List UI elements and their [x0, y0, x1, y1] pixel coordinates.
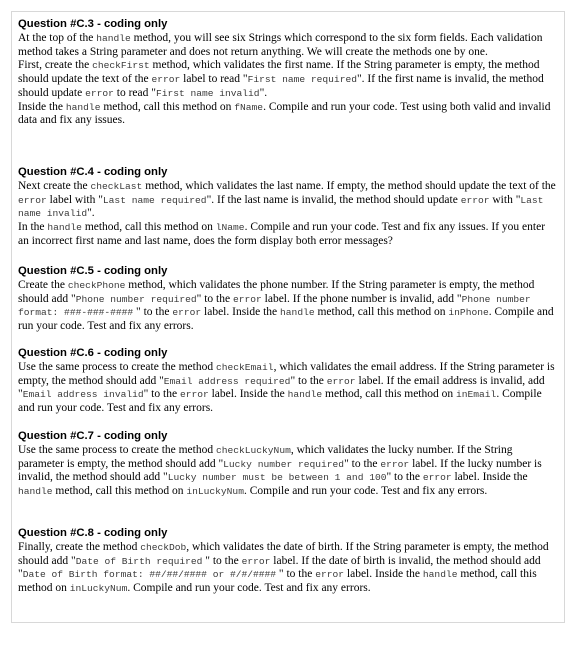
section-c3 [18, 17, 558, 128]
text-run: Use the same process to create the method [18, 361, 216, 373]
inline-code: handle [280, 307, 315, 319]
text-run: " to the [276, 568, 316, 581]
text-run: Use the same process to create the method [18, 444, 216, 456]
text-run: to read " [113, 86, 156, 99]
text-run: , which validates the date of birth. If the String parameter is empty, the method should add " [18, 541, 549, 567]
inline-code: fName [234, 101, 264, 113]
text-run: method, call this method on [81, 221, 216, 234]
text-run: . Compile and run your code. Test and fix any errors. [243, 485, 488, 498]
inline-code: inLuckyNum [186, 486, 244, 498]
text-run: label to read " [180, 73, 248, 86]
text-run: ". [87, 207, 95, 220]
inline-code: error [179, 389, 209, 401]
text-run: " to the [202, 554, 242, 567]
inline-code: Lucky number required [223, 458, 345, 470]
text-run: method, call this method on [322, 388, 456, 401]
section-c5 [18, 264, 558, 334]
text-run: . Compile and run your code. Test and fix any issues. If you enter an incorrect first name and last name, does the form display both error messages? [18, 221, 546, 247]
inline-code: error [151, 74, 181, 86]
paragraph [18, 180, 558, 221]
text-run: At the top of the [18, 32, 97, 44]
text-run: ". If the last name is invalid, the method should update [206, 193, 461, 206]
inline-code: Date of Birth format: ##/##/#### or #/#/#### [22, 569, 277, 581]
inline-code: checkFirst [92, 60, 150, 72]
section-c4 [18, 165, 558, 249]
paragraph [18, 221, 558, 248]
inline-code: handle [287, 389, 323, 401]
inline-code: handle [47, 222, 82, 234]
text-run: method, call this method on [100, 100, 235, 113]
inline-code: error [326, 375, 356, 387]
paragraph [18, 444, 558, 499]
inline-code: checkDob [140, 542, 187, 553]
inline-code: handle [422, 569, 458, 581]
paragraph [18, 101, 558, 128]
section-c6 [18, 346, 558, 416]
inline-code: inPhone [448, 307, 489, 319]
section-heading: Question #C.6 - coding only [18, 347, 168, 359]
text-run: method, call this method on [52, 485, 187, 498]
inline-code: Last name invalid [18, 194, 544, 220]
text-run: . Compile and run your code. Test and fix any errors. [127, 582, 371, 595]
text-run: label. If the phone number is invalid, add " [261, 292, 462, 305]
inline-code: First name invalid [155, 87, 260, 99]
text-run: method, you will see six Strings which correspond to the six form fields. Each validation method takes a String parameter and does not return anything. We will create the methods one by one. [18, 32, 543, 58]
inline-code: error [18, 194, 47, 206]
text-run: label. If the date of birth is invalid, the method should add " [18, 554, 541, 581]
text-run: label. Inside the [344, 568, 423, 581]
text-run: label. Inside the [208, 388, 288, 401]
section-c7 [18, 429, 558, 499]
inline-code: checkLuckyNum [215, 445, 291, 456]
inline-code: handle [65, 101, 101, 113]
text-run: label. If the email address is invalid, add " [18, 374, 545, 401]
inline-code: inLuckyNum [69, 583, 128, 595]
text-run: label with " [46, 193, 103, 206]
inline-code: First name required [247, 74, 357, 86]
text-run: ". If the first name is invalid, the method should update [18, 73, 544, 99]
text-run: . Compile and run your code. Test using both valid and invalid data and fix any issues. [18, 100, 551, 127]
inline-code: lName [215, 222, 245, 234]
text-run: " to the [196, 292, 233, 305]
text-run: with " [489, 193, 521, 206]
inline-code: inEmail [456, 389, 497, 401]
inline-code: error [172, 307, 202, 319]
paragraph [18, 32, 558, 59]
paragraph [18, 361, 558, 416]
inline-code: Email address required [163, 375, 291, 387]
section-heading: Question #C.4 - coding only [18, 166, 168, 178]
text-run: " to the [386, 471, 423, 484]
text-run: method, which validates the first name. If the String parameter is empty, the method should update the text of the [18, 59, 540, 86]
inline-code: error [241, 555, 271, 567]
inline-code: Phone number format: ###-###-#### [18, 293, 531, 319]
section-c8 [18, 526, 558, 596]
inline-code: handle [18, 486, 53, 498]
text-run: Create the [18, 279, 68, 291]
text-run: , which validates the email address. If the String parameter is empty, the method should add " [18, 361, 555, 387]
paragraph [18, 541, 558, 596]
text-run: Next create the [18, 180, 91, 192]
paragraph [18, 279, 558, 334]
section-heading: Question #C.8 - coding only [18, 527, 168, 539]
inline-code: checkEmail [215, 362, 274, 373]
text-run: ". [259, 86, 268, 99]
inline-code: Date of Birth required [75, 555, 203, 567]
text-run: label. Inside the [451, 471, 528, 484]
text-run: method, which validates the last name. If empty, the method should update the text of the [142, 180, 556, 192]
text-run: " to the [344, 457, 381, 470]
inline-code: Email address invalid [22, 389, 144, 401]
inline-code: Lucky number must be between 1 and 100 [167, 472, 387, 484]
text-run: . Compile and run your code. Test and fix any errors. [18, 388, 542, 415]
text-run: method, call this method on [314, 306, 449, 319]
inline-code: Phone number required [75, 293, 197, 305]
text-run: . Compile and run your code. Test and fix any errors. [18, 306, 554, 333]
inline-code: error [315, 569, 345, 581]
inline-code: checkPhone [67, 280, 126, 291]
text-run: Inside the [18, 100, 66, 113]
text-run: " to the [143, 388, 180, 401]
text-run: " to the [133, 306, 173, 319]
text-run: " to the [290, 374, 327, 387]
section-heading: Question #C.5 - coding only [18, 265, 168, 277]
paragraph [18, 59, 558, 100]
section-heading: Question #C.3 - coding only [18, 18, 168, 30]
text-run: method, which validates the phone number. If the String parameter is empty, the method should add " [18, 279, 535, 305]
inline-code: handle [96, 33, 131, 44]
inline-code: checkLast [90, 181, 143, 192]
text-run: label. If the lucky number is invalid, the method should add " [18, 457, 542, 484]
inline-code: error [85, 87, 114, 99]
inline-code: error [232, 293, 262, 305]
inline-code: error [422, 472, 452, 484]
inline-code: Last name required [102, 194, 207, 206]
inline-code: error [380, 458, 410, 470]
text-run: label. Inside the [201, 306, 281, 319]
section-heading: Question #C.7 - coding only [18, 430, 168, 442]
text-run: In the [18, 221, 48, 234]
text-run: First, create the [18, 59, 93, 72]
text-run: Finally, create the method [18, 541, 141, 553]
text-run: method, call this method on [18, 568, 537, 595]
text-run: , which validates the lucky number. If the String parameter is empty, the method should add " [18, 444, 513, 470]
inline-code: error [460, 194, 490, 206]
